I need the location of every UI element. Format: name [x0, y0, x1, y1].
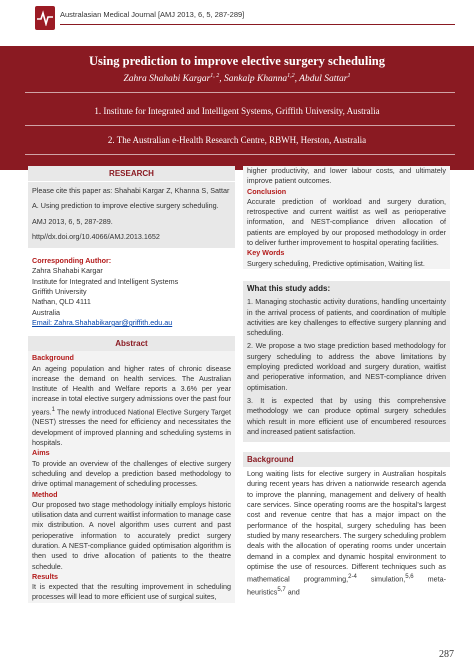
keywords-text: Surgery scheduling, Predictive optimisation, Waiting list.: [247, 258, 425, 268]
left-column: [28, 166, 235, 603]
journal-logo: [35, 6, 55, 30]
background-section: [243, 452, 450, 597]
corr-line: Nathan, QLD 4111: [32, 297, 91, 307]
background-heading: Background: [32, 353, 74, 363]
cite-line: AMJ 2013, 6, 5, 287-289.: [32, 216, 113, 226]
research-heading: RESEARCH: [28, 166, 235, 181]
background-section-text: Long waiting lists for elective surgery in Australian hospitals during recent years has driven a nationwide research agenda to improve the planning, management and delivery of health care services. Since operating rooms are the hospital's largest cost and revenue centre that has a major impact on the performance of the hospital, surgery scheduling has been studied by many researchers. The surgery scheduling problem deals with the allocation of operating rooms under uncertain demand in a complex and dynamic hospital environment to optimise the use of resources. Different techniques such as mathematical programming,$^{2-4}$ simulation,$^{5,6}$ meta-heuristics$^{5,7}$ and: [247, 469, 446, 597]
conclusion-text: Accurate prediction of workload and surgery duration, retrospective and current waitlist as well as perioperative information, and NEST-compliance driven allocation of patients are employed by our proposed methodology in order to deliver further improvement to hospital operating facilities.: [247, 196, 446, 248]
study-item: 2. We propose a two stage prediction based methodology for surgery scheduling to address the above limitations by employing predicted workload and surgery duration, waitlist and perioperative information, and NEST-compliance driven optimisation.: [247, 341, 446, 392]
background-text: An ageing population and higher rates of chronic disease increase the demand on health services. The Australian Institute of Health and Welfare reports a 3.6% per year increase in total elective surgery admissions over the past four years.$^1$ The newly introduced National Elective Surgery Target (NEST) stresses the need for efficiency and necessitates the development of improved planning and scheduling systems in hospitals.: [32, 363, 231, 448]
aims-text: To provide an overview of the challenges of elective surgery scheduling and develop a prediction based methodology to drive optimal management of scheduling processes.: [32, 458, 231, 489]
affiliation-2: 2. The Australian e-Health Research Centre, RBWH, Herston, Australia: [107, 135, 367, 145]
corr-line: Institute for Integrated and Intelligent Systems: [32, 276, 179, 286]
study-item: 1. Managing stochastic activity durations, handling uncertainty in the arrival process of patients, and coordination of multiple activities are key challenges to effective surgery planning and scheduling.: [247, 297, 446, 338]
right-column: [243, 166, 450, 597]
corr-line: Australia: [32, 307, 60, 317]
title-banner: [0, 46, 474, 170]
paper-title: Using prediction to improve elective surgery scheduling: [88, 54, 386, 68]
banner-rule: [25, 92, 455, 93]
abstract-body: [28, 351, 235, 603]
corr-line: Griffith University: [32, 287, 87, 297]
keywords-heading: Key Words: [247, 248, 285, 258]
cite-line: Please cite this paper as: Shahabi Kargar Z, Khanna S, Sattar: [32, 186, 230, 195]
results-text: It is expected that the resulting improvement in scheduling processes will lead to more efficient use of surgical suites,: [32, 582, 231, 602]
affiliation-1: 1. Institute for Integrated and Intelligent Systems, Griffith University, Australia: [94, 106, 380, 116]
email-link[interactable]: Email: Zahra.Shahabikargar@griffith.edu.au: [32, 317, 173, 327]
aims-heading: Aims: [32, 448, 50, 458]
results-heading: Results: [32, 571, 58, 581]
heartbeat-icon: [37, 10, 53, 26]
method-heading: Method: [32, 489, 58, 499]
study-adds-heading: What this study adds:: [247, 283, 331, 293]
conclusion-heading: Conclusion: [247, 186, 287, 196]
banner-rule: [25, 154, 455, 155]
study-item: 3. It is expected that by using this comprehensive methodology we can produce optimal surgery schedules which result in more efficient use of encumbered resources and increased patient satisfaction.: [247, 395, 446, 436]
abstract-heading: Abstract: [28, 336, 235, 351]
banner-rule: [25, 125, 455, 126]
results-continued: higher productivity, and lower labour costs, and ultimately improve patient outcomes.: [247, 166, 446, 186]
journal-citation: Australasian Medical Journal [AMJ 2013, 6, 5, 287-289]: [60, 10, 245, 19]
corresponding-author: [28, 256, 235, 328]
method-text: Our proposed two stage methodology initially employs historic utilisation data and current waitlist information to manage case mix distribution. A novel algorithm uses current and past perioperative information to accurately predict surgery duration. A NEST-compliance guided optimisation algorithm is then used to drive allocation of patients to the theatre schedule.: [32, 499, 231, 571]
doi-line: http//dx.doi.org/10.4066/AMJ.2013.1652: [32, 231, 160, 241]
corr-line: Zahra Shahabi Kargar: [32, 266, 103, 276]
study-adds-box: [243, 281, 450, 442]
citation-box: [28, 182, 235, 248]
page-number: 287: [439, 649, 454, 660]
corresponding-heading: Corresponding Author:: [32, 256, 112, 266]
page-header: [0, 0, 474, 40]
header-rule: [60, 24, 455, 25]
author-list: Zahra Shahabi Kargar$^{1, 2}$, Sankalp Khanna$^{1,2}$, Abdul Sattar$^1$: [123, 73, 351, 85]
cite-line: A. Using prediction to improve elective surgery scheduling.: [32, 201, 219, 211]
abstract-continued: [243, 166, 450, 269]
background-section-heading: Background: [243, 452, 450, 467]
